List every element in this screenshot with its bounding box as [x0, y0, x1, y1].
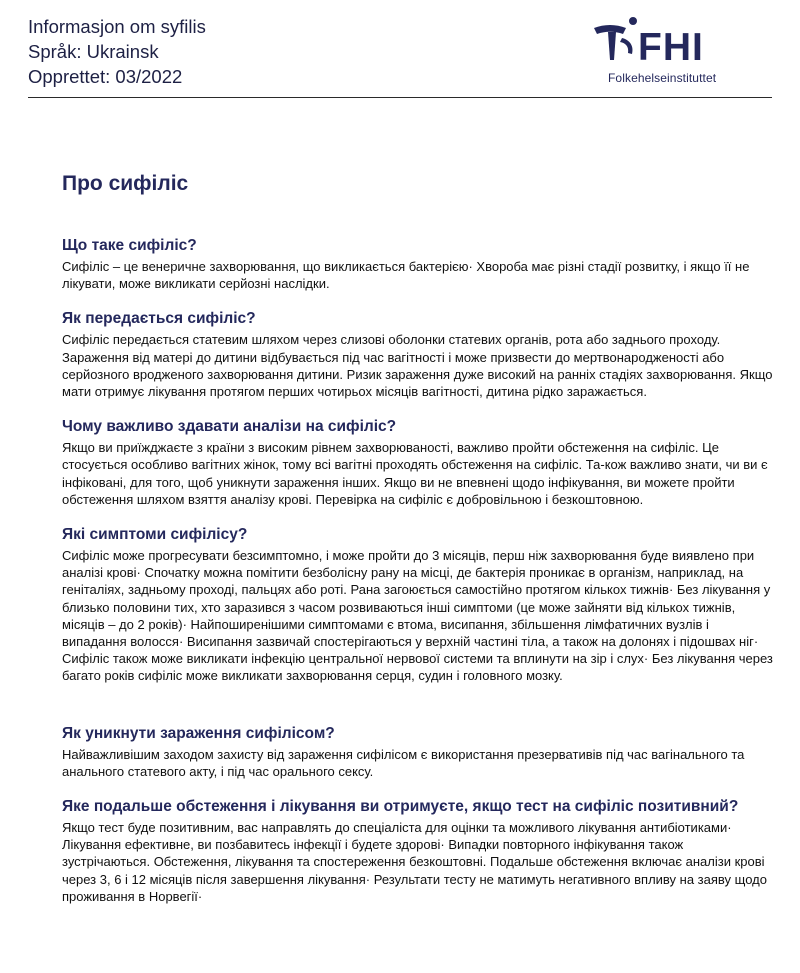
- meta-topic: Informasjon om syfilis: [28, 16, 206, 37]
- meta-created: Opprettet: 03/2022: [28, 66, 183, 87]
- section-body-what-is: Сифіліс – це венеричне захворювання, що викликається бактерією· Хвороба має різні стадії розвитку, і якщо її не лікувати, може викликати серйозні наслідки.: [62, 259, 750, 292]
- section-body-prevention: Найважливішим заходом захисту від зараження сифілісом є використання презервативів під час вагінального та анального статевого акту, і під час орального сексу.: [62, 746, 745, 779]
- section-heading-treatment: Яке подальше обстеження і лікування ви отримуєте, якщо тест на сифіліс позитивний?: [62, 798, 739, 816]
- section-body-transmission: Сифіліс передається статевим шляхом через слизові оболонки статевих органів, рота або заднього проходу. Зараження від матері до дитини відбувається під час вагітності і може призвести до мертвонароджeності або серйозного вродженого захворювання дитини. Ризик зараження дуже високий на ранніх стадіях захворювання. Якщо мати отримує лікування протягом перших чотирьох місяців вагітності, дитина рідко заражається.: [62, 332, 773, 400]
- header-divider: [28, 97, 772, 98]
- section-body-treatment: Якщо тест буде позитивним, вас направлять до спеціаліста для оцінки та можливого лікування антибіотиками· Лікування ефективне, ви позбавитесь інфекції і будете здорові· Випадки повторного інфікування також зустрічаються. Обстеження, лікування та спостереження безкоштовні. Подальше обстеження включає аналізи крові через 3, 6 і 12 місяців після завершення лікування· Результати тесту не матимуть негативного впливу на заяву щодо проживання в Норвегії·: [62, 820, 767, 904]
- section-heading-prevention: Як уникнути зараження сифілісом?: [62, 724, 335, 742]
- fhi-tagline: Folkehelseinstituttet: [608, 71, 717, 85]
- meta-language: Språk: Ukrainsk: [28, 41, 159, 62]
- section-heading-transmission: Як передається сифіліс?: [62, 310, 256, 328]
- section-body-why-test: Якщо ви приїжджаєте з країни з високим рівнем захворюваності, важливо пройти обстеження на сифіліс. Це стосується особливо вагітних жінок, тому всі вагітні проходять обстеження на сифіліс. Та-кож важливо знати, чи ви є інфіковані, для того, щоб уникнути зараження інших. Якщо ви не впевнені щодо інфікування, ви можете пройти обстеження шляхом взяття аналізу крові. Перевірка на сифіліс є добровільною і безкоштовною.: [62, 440, 768, 507]
- fhi-logo: [592, 16, 742, 90]
- section-heading-why-test: Чому важливо здавати аналізи на сифіліс?: [62, 418, 397, 436]
- fhi-wordmark: FHI: [638, 26, 704, 69]
- document-body: [62, 170, 774, 922]
- document-header: [0, 0, 800, 99]
- fhi-emblem-icon: [592, 16, 638, 64]
- page-title: Про сифіліс: [62, 172, 189, 195]
- section-body-symptoms: Сифіліс може прогресувати безсимптомно, і може пройти до 3 місяців, перш ніж захворювання буде виявлено при аналізі крові· Спочатку можна помітити безболісну рану на місці, де бактерія проникає в організм, наприклад, на геніталіях, задньому проході, пальцях або роті. Рана загоюється самостійно протягом кількох тижнів· Без лікування у близько половини тих, хто заразився з часом розвиваються інші симптоми (це може зайняти від кількох тижнів, місяців – до 2 років)· Найпоширенішими симптомами є втома, висипання, збільшення лімфатичних вузлів і випадання волосся· Висипання зазвичай спостерігаються у верхній частині тіла, а також на долонях і підошвах ніг· Сифіліс також може викликати інфекцію центральної нервової системи та вплинути на зір і слух· Без лікування через багато років сифіліс може викликати захворювання серця, судин і головного мозку.: [62, 548, 773, 684]
- section-heading-what-is: Що таке сифіліс?: [62, 237, 197, 254]
- document-meta: [28, 14, 206, 89]
- section-spacer: [62, 702, 774, 724]
- section-heading-symptoms: Які симптоми сифілісу?: [62, 526, 248, 544]
